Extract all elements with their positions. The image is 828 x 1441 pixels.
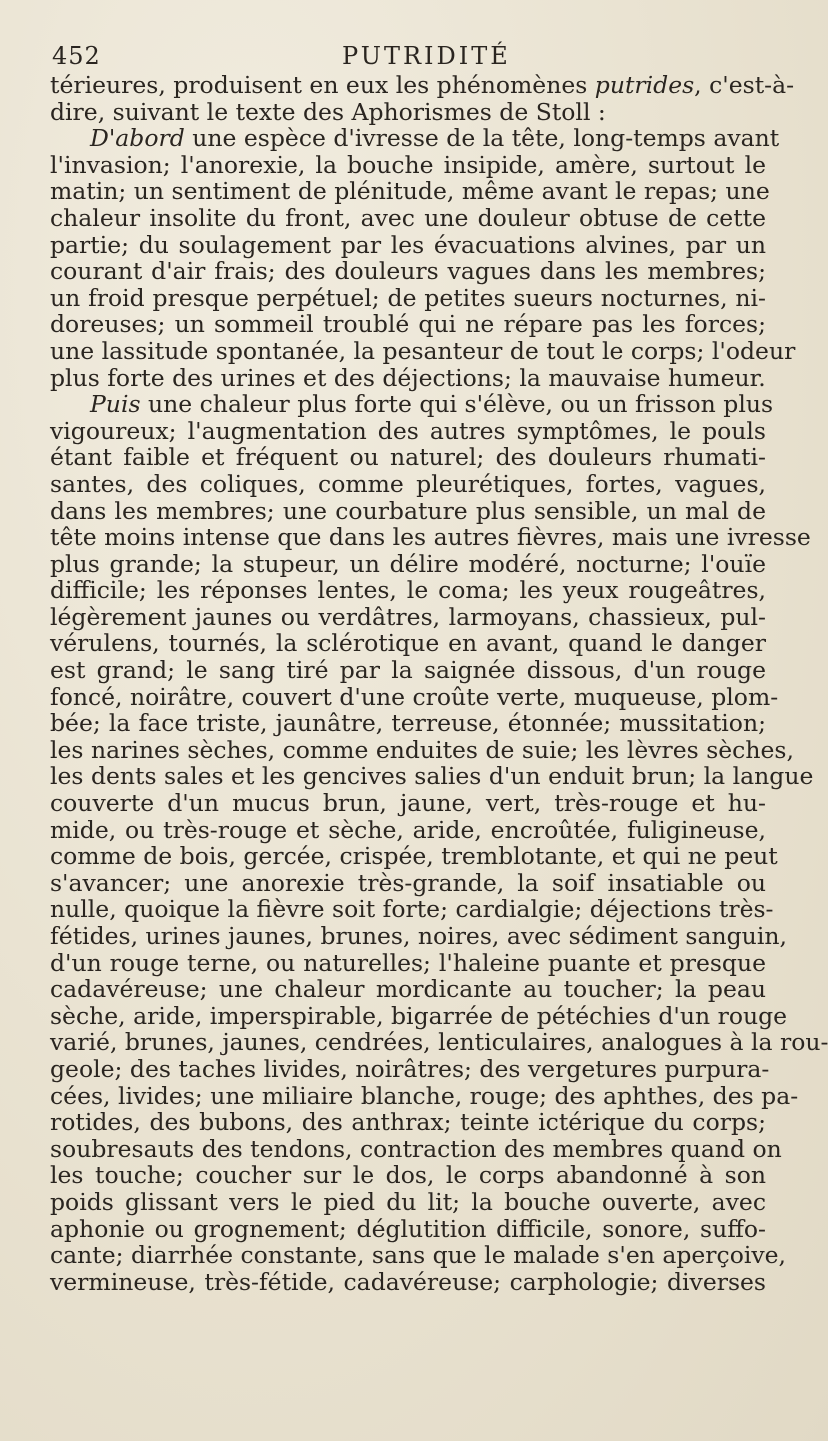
text-run: soubresauts des tendons, contraction des membres quand on	[50, 1134, 782, 1163]
text-run: plus forte des urines et des déjections; la mauvaise humeur.	[50, 363, 766, 392]
text-run: cées, livides; une miliaire blanche, rouge; des aphthes, des pa-	[50, 1081, 799, 1110]
text-line	[50, 710, 766, 737]
text-run: rotides, des bubons, des anthrax; teinte ictérique du corps;	[50, 1108, 766, 1137]
text-run: étant faible et fréquent ou naturel; des douleurs rhumati-	[50, 443, 766, 472]
text-line	[50, 682, 779, 711]
text-line	[50, 258, 766, 285]
text-line	[50, 99, 766, 126]
text-run: poids glissant vers le pied du lit; la bouche ouverte, avec	[50, 1187, 766, 1216]
text-line	[50, 1001, 788, 1030]
text-run: mide, ou très-rouge et sèche, aride, encroûtée, fuligineuse,	[50, 815, 766, 844]
text-run: s'avancer; une anorexie très-grande, la soif insatiable ou	[50, 868, 766, 897]
text-line	[50, 1028, 828, 1057]
text-line	[50, 1241, 787, 1270]
text-run: plus grande; la stupeur, un délire modéré, nocturne; l'ouïe	[50, 549, 766, 578]
text-line	[50, 498, 766, 525]
text-line	[50, 762, 814, 791]
text-run: partie; du soulagement par les évacuations alvines, par un	[50, 230, 766, 259]
text-line	[50, 657, 766, 684]
text-line	[50, 870, 766, 897]
text-line	[50, 551, 766, 578]
text-line	[50, 842, 778, 871]
text-run: cante; diarrhée constante, sans que le malade s'en aperçoive,	[50, 1241, 787, 1270]
text-line	[50, 950, 766, 977]
text-run: dire, suivant le texte des Aphorismes de Stoll :	[50, 97, 606, 126]
italic-phrase: D'abord	[90, 124, 185, 153]
text-line	[50, 817, 766, 844]
text-line	[50, 471, 766, 498]
text-line	[50, 1189, 766, 1216]
text-run: vigoureux; l'augmentation des autres symptômes, le pouls	[50, 416, 766, 445]
text-line	[50, 1054, 770, 1083]
text-line	[50, 1269, 766, 1296]
text-run: les dents sales et les gencives salies d'un enduit brun; la langue	[50, 762, 814, 791]
text-line	[50, 232, 766, 259]
text-line	[50, 523, 811, 552]
text-run: fétides, urines jaunes, brunes, noires, avec sédiment sanguin,	[50, 922, 787, 950]
text-run: légèrement jaunes ou verdâtres, larmoyans, chassieux, pul-	[50, 602, 766, 631]
text-run: dans les membres; une courbature plus sensible, un mal de	[50, 496, 766, 525]
text-line	[50, 630, 766, 657]
text-run: d'un rouge terne, ou naturelles; l'haleine puante et presque	[50, 948, 766, 977]
text-line	[50, 365, 766, 392]
text-run: l'invasion; l'anorexie, la bouche insipide, amère, surtout le	[50, 150, 766, 179]
text-run: tête moins intense que dans les autres fièvres, mais une ivresse	[50, 523, 811, 552]
text-run: santes, des coliques, comme pleurétiques, fortes, vagues,	[50, 469, 766, 498]
italic-phrase: putrides	[594, 71, 695, 99]
text-run: matin; un sentiment de plénitude, même avant le repas; une	[50, 177, 770, 206]
text-run: difficile; les réponses lentes, le coma; les yeux rougeâtres,	[50, 576, 766, 605]
text-run: les touche; coucher sur le dos, le corps abandonné à son	[50, 1161, 766, 1190]
text-line	[50, 311, 766, 338]
text-line	[50, 285, 766, 312]
text-line	[50, 152, 766, 179]
text-line	[50, 1134, 782, 1163]
text-line	[50, 177, 770, 206]
text-run: un froid presque perpétuel; de petites sueurs nocturnes, ni-	[50, 283, 766, 312]
text-run: comme de bois, gercée, crispée, tremblotante, et qui ne peut	[50, 842, 778, 871]
text-line	[50, 1216, 766, 1243]
text-line	[50, 922, 787, 950]
body-text	[50, 71, 828, 1296]
text-line	[50, 124, 780, 153]
text-line	[50, 1109, 766, 1136]
text-run: courant d'air frais; des douleurs vagues dans les membres;	[50, 257, 766, 286]
text-run: les narines sèches, comme enduites de suie; les lèvres sèches,	[50, 735, 794, 764]
text-run: chaleur insolite du front, avec une douleur obtuse de cette	[50, 203, 766, 232]
text-line	[50, 336, 796, 365]
text-run: sèche, aride, imperspirable, bigarrée de pétéchies d'un rouge	[50, 1001, 788, 1030]
text-run: couverte d'un mucus brun, jaune, vert, très-rouge et hu-	[50, 789, 766, 818]
text-run: une lassitude spontanée, la pesanteur de tout le corps; l'odeur	[50, 336, 796, 365]
text-line	[50, 444, 766, 471]
text-line	[50, 205, 766, 232]
text-run: vérulens, tournés, la sclérotique en avant, quand le danger	[50, 629, 766, 658]
text-line	[50, 1081, 799, 1110]
italic-phrase: Puis	[90, 390, 141, 419]
text-run: cadavéreuse; une chaleur mordicante au toucher; la peau	[50, 975, 766, 1004]
text-line	[50, 71, 795, 99]
text-run: nulle, quoique la fièvre soit forte; cardialgie; déjections très-	[50, 895, 774, 924]
text-run: , c'est-à-	[694, 71, 795, 99]
text-line	[50, 735, 794, 764]
text-line	[50, 418, 766, 445]
text-run: bée; la face triste, jaunâtre, terreuse, étonnée; mussitation;	[50, 709, 766, 738]
text-run: une chaleur plus forte qui s'élève, ou un frisson plus	[140, 390, 774, 419]
text-line	[50, 1162, 766, 1189]
text-run: aphonie ou grognement; déglutition difficile, sonore, suffo-	[50, 1214, 766, 1243]
text-run: une espèce d'ivresse de la tête, long-temps avant	[184, 124, 780, 153]
text-line	[50, 604, 766, 631]
running-title: PUTRIDITÉ	[342, 42, 511, 70]
text-run: est grand; le sang tiré par la saignée dissous, d'un rouge	[50, 656, 766, 685]
text-run: térieures, produisent en eux les phénomènes	[50, 71, 595, 99]
text-line	[50, 895, 774, 924]
text-run: vermineuse, très-fétide, cadavéreuse; carphologie; diverses	[50, 1267, 766, 1296]
text-run: foncé, noirâtre, couvert d'une croûte verte, muqueuse, plom-	[50, 682, 779, 711]
text-line	[50, 790, 766, 817]
page-number: 452	[52, 42, 101, 70]
text-line	[50, 390, 774, 419]
text-run: doreuses; un sommeil troublé qui ne répare pas les forces;	[50, 310, 766, 339]
text-run: geole; des taches livides, noirâtres; des vergetures purpura-	[50, 1054, 770, 1083]
text-line	[50, 976, 766, 1003]
text-run: varié, brunes, jaunes, cendrées, lenticulaires, analogues à la rou-	[50, 1028, 828, 1057]
text-line	[50, 577, 766, 604]
